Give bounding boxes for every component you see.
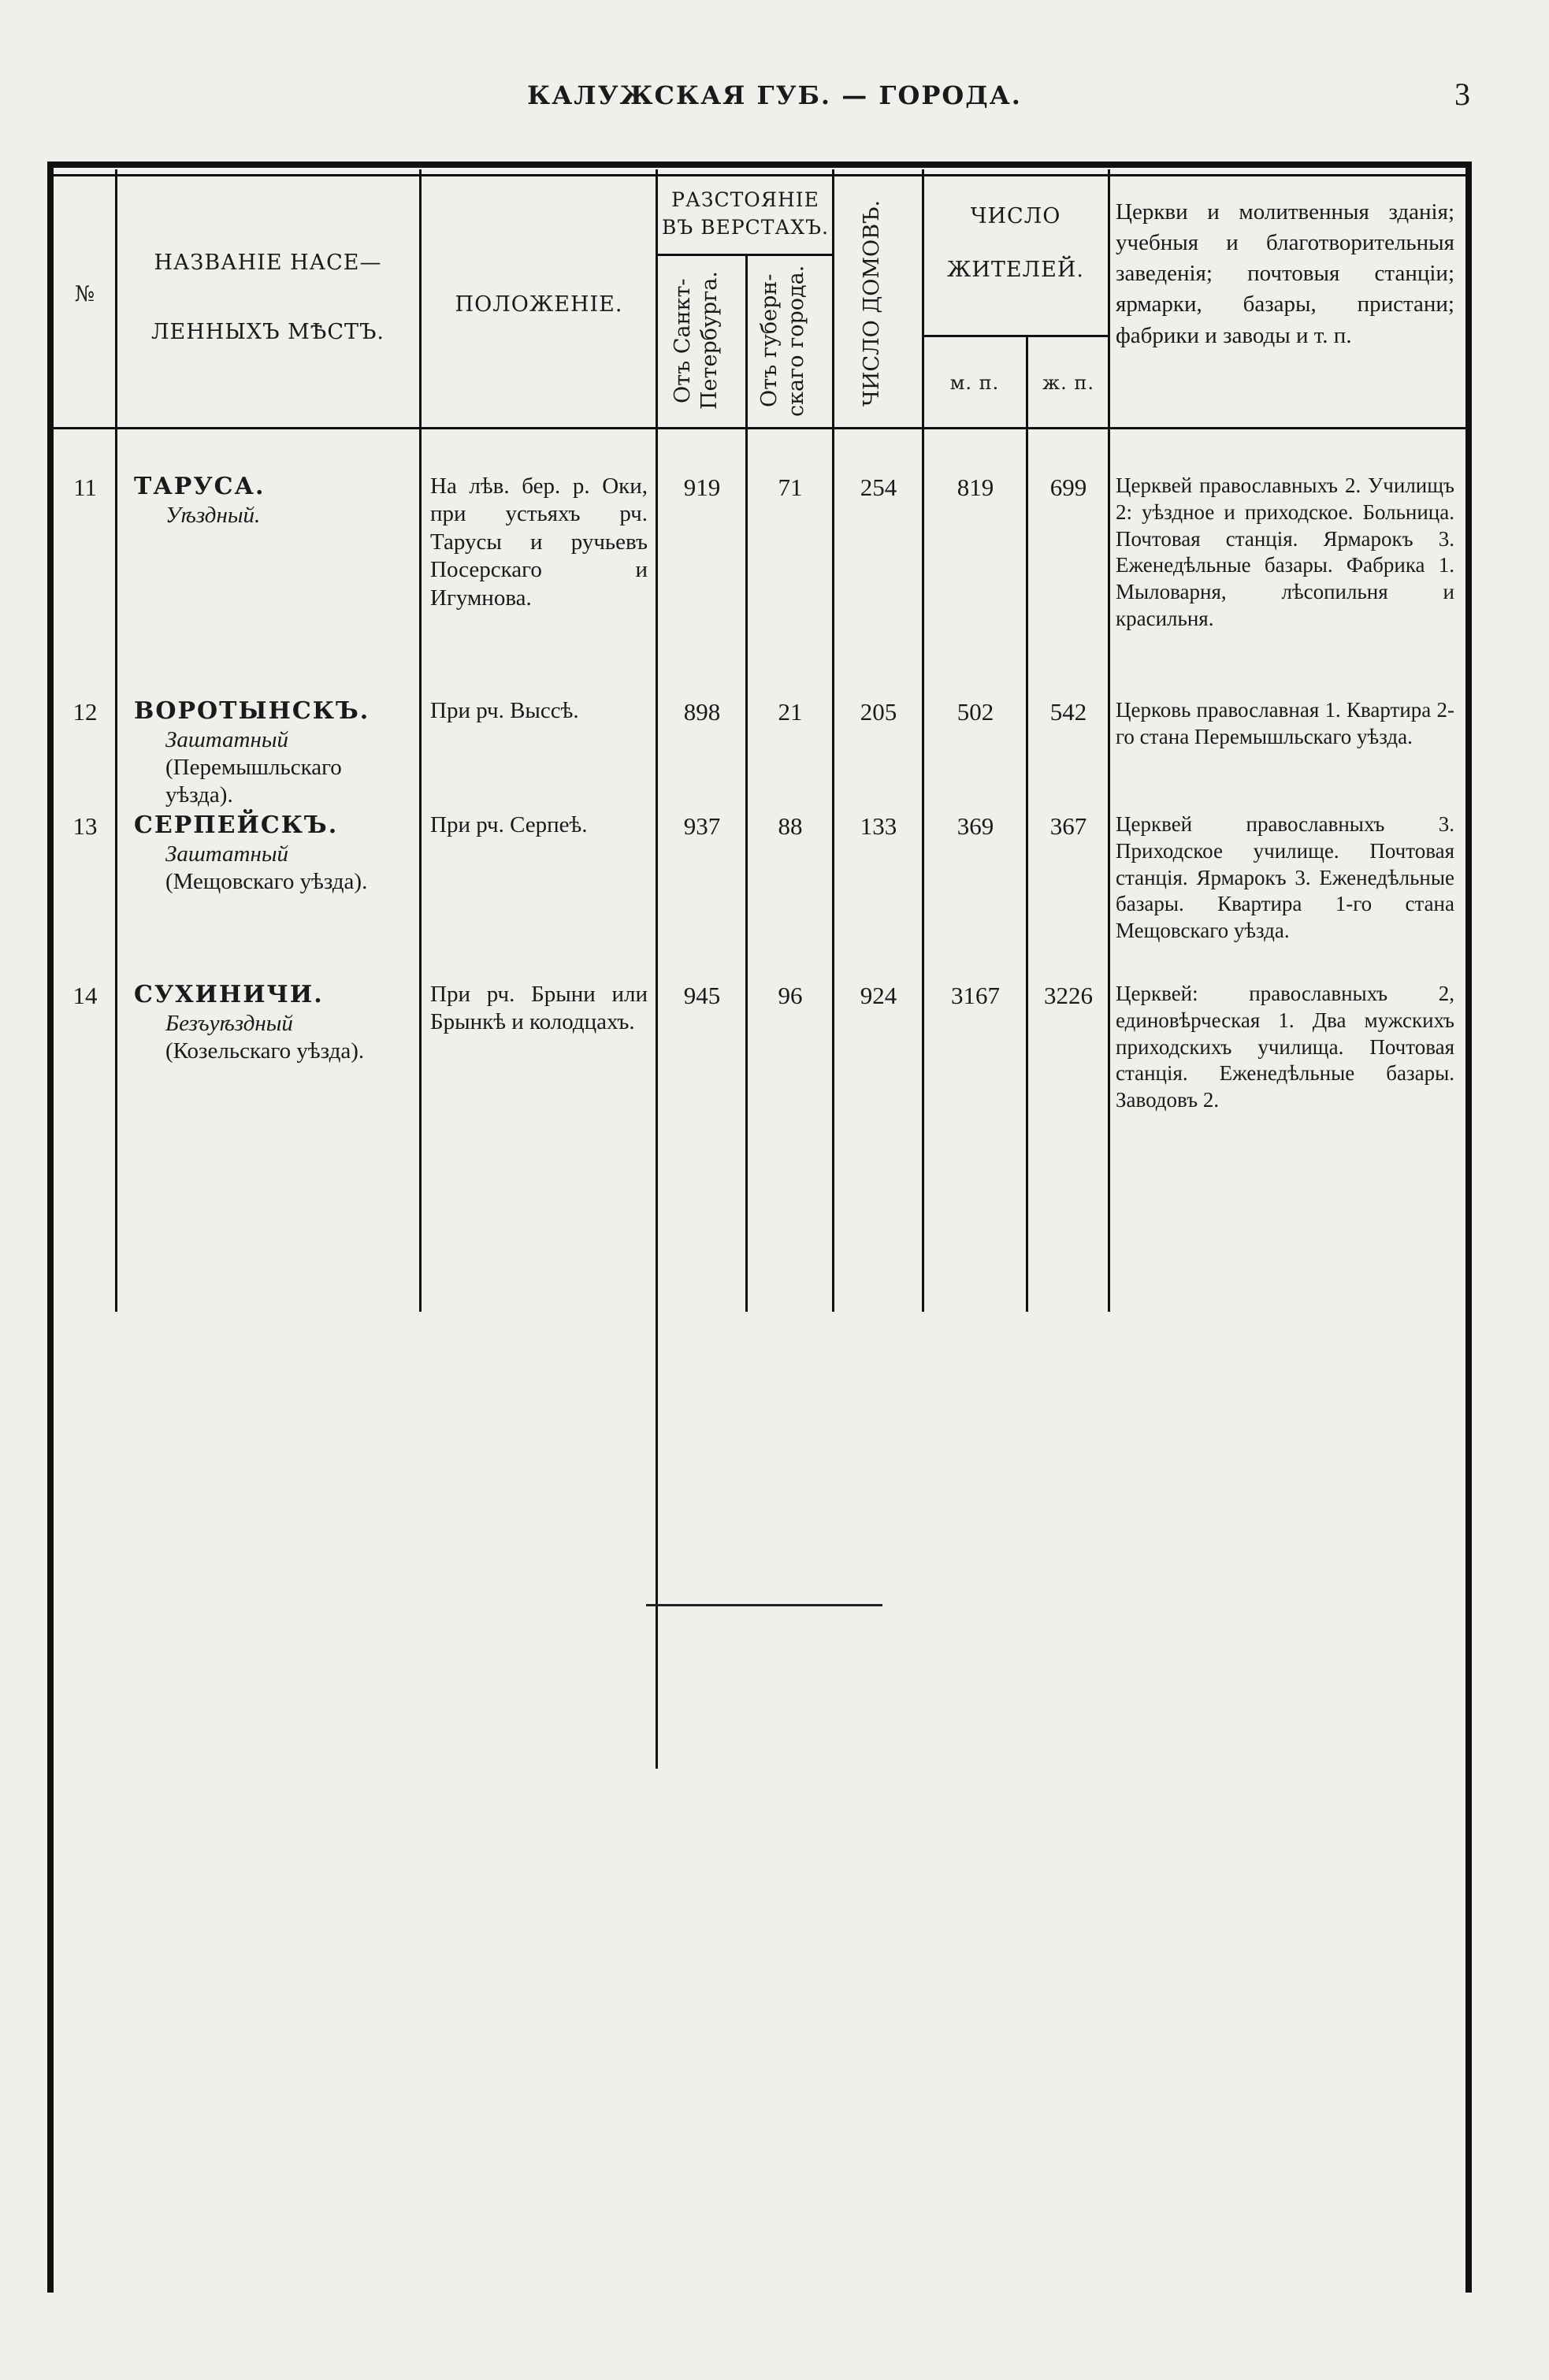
page-header [0, 77, 1549, 124]
col-header-distance-line2: ВЪ ВЕРСТАХЪ. [662, 216, 829, 239]
col-rule-5 [832, 169, 834, 1312]
row-from-gub: 71 [778, 473, 803, 501]
col-header-from-spb: Отъ Санкт-Петербурга. [670, 271, 722, 410]
row-institutions: Церквей: православныхъ 2, единовѣрческая 1. Два мужскихъ приходскихъ училища. Почтовая станція. Еженедѣльные базары. Заводовъ 2. [1116, 982, 1454, 1112]
row-from-spb: 898 [683, 698, 721, 726]
row-name-cell [134, 473, 410, 529]
place-status-line [134, 841, 410, 897]
col-header-number: № [74, 282, 96, 306]
closing-rule [646, 1604, 882, 1606]
row-number: 11 [73, 473, 97, 501]
row-name-cell [134, 697, 410, 810]
col-header-name-line2: ЛЕННЫХЪ МѢСТЪ. [150, 319, 385, 344]
col-header-distance [659, 186, 832, 241]
frame-double-rule [54, 174, 1465, 176]
col-header-position: ПОЛОЖЕНІЕ. [455, 292, 623, 317]
row-houses: 205 [860, 698, 897, 726]
place-status: Безъуѣздный [165, 1010, 293, 1036]
row-position: При рч. Выссѣ. [430, 698, 579, 723]
col-header-residents-line1: ЧИСЛО [970, 204, 1061, 228]
row-position: На лѣв. бер. р. Оки, при устьяхъ рч. Тарусы и ручьевъ Посерскаго и Игумнова. [430, 473, 648, 611]
col-header-distance-line1: РАЗСТОЯНІЕ [671, 188, 819, 211]
row-female: 3226 [1044, 982, 1093, 1009]
place-status-line [134, 1010, 410, 1066]
col-rule-3 [656, 169, 658, 1769]
col-header-name [118, 248, 418, 347]
page-number: 3 [1454, 76, 1470, 112]
row-houses: 133 [860, 812, 897, 840]
col-header-institutions: Церкви и молитвенныя зданія; учебныя и благотворительныя заведенія; почтовыя станціи; ярмарки, базары, пристани; фабрики и заводы и т. п. [1116, 199, 1454, 348]
place-name: ВОРОТЫНСКЪ. [134, 697, 370, 725]
row-number: 12 [72, 698, 98, 726]
row-from-spb: 945 [683, 982, 721, 1009]
row-institutions: Церковь православная 1. Квартира 2-го стана Перемышльскаго уѣзда. [1116, 698, 1454, 748]
row-number: 14 [72, 982, 98, 1009]
row-from-gub: 96 [778, 982, 803, 1009]
place-status-note: (Мещовскаго уѣзда). [165, 868, 368, 894]
row-male: 819 [957, 473, 994, 501]
row-from-gub: 21 [778, 698, 803, 726]
row-position: При рч. Серпеѣ. [430, 812, 588, 837]
row-from-spb: 919 [683, 473, 721, 501]
col-rule-6 [922, 169, 924, 1312]
col-rule-8 [1108, 169, 1110, 1312]
row-male: 3167 [951, 982, 1000, 1009]
place-name: СЕРПЕЙСКЪ. [134, 811, 339, 839]
place-status-note: (Перемышльскаго уѣзда). [165, 754, 342, 808]
row-female: 367 [1049, 812, 1087, 840]
header-bottom-rule [54, 427, 1465, 429]
row-number: 13 [72, 812, 98, 840]
row-from-spb: 937 [683, 812, 721, 840]
place-status-line [134, 726, 410, 810]
row-name-cell [134, 981, 410, 1065]
row-institutions: Церквей православныхъ 3. Приходское училище. Почтовая станція. Ярмарокъ 3. Еженедѣльные базары. Квартира 1-го стана Мещовскаго уѣзда. [1116, 812, 1454, 942]
col-header-male: м. п. [949, 372, 1000, 394]
place-status-note: (Козельскаго уѣзда). [165, 1038, 365, 1064]
row-female: 699 [1049, 473, 1087, 501]
row-male: 502 [957, 698, 994, 726]
row-houses: 254 [860, 473, 897, 501]
header-rule-residents [922, 335, 1108, 337]
place-name: СУХИНИЧИ. [134, 981, 324, 1008]
row-male: 369 [957, 812, 994, 840]
place-status: Заштатный [165, 726, 289, 752]
col-header-from-gub: Отъ губерн-скаго города. [757, 265, 808, 417]
row-institutions: Церквей православныхъ 2. Училищъ 2: уѣздное и приходское. Больница. Почтовая станція. Ярмарокъ 3. Еженедѣльные базары. Фабрика 1. Мыловарня, лѣсопильня и красильня. [1116, 473, 1454, 630]
row-houses: 924 [860, 982, 897, 1009]
col-header-female: ж. п. [1042, 372, 1094, 394]
col-header-name-line1: НАЗВАНІЕ НАСЕ— [154, 251, 382, 275]
row-position: При рч. Брыни или Брынкѣ и колодцахъ. [430, 982, 648, 1035]
place-status: Уѣздный. [165, 502, 261, 528]
row-name-cell [134, 811, 410, 896]
running-title: КАЛУЖСКАЯ ГУБ. — ГОРОДА. [527, 80, 1022, 110]
header-rule-distance [656, 254, 832, 256]
row-from-gub: 88 [778, 812, 803, 840]
col-header-houses: ЧИСЛО ДОМОВЪ. [860, 199, 884, 407]
row-female: 542 [1049, 698, 1087, 726]
col-rule-1 [115, 169, 117, 1312]
place-status: Заштатный [165, 841, 289, 867]
col-rule-2 [419, 169, 422, 1312]
col-header-residents [925, 202, 1106, 285]
col-rule-4 [745, 256, 748, 1312]
col-rule-7 [1026, 335, 1028, 1312]
col-header-residents-line2: ЖИТЕЛЕЙ. [947, 257, 1084, 282]
place-name: ТАРУСА. [134, 473, 266, 500]
place-status-line [134, 502, 410, 529]
